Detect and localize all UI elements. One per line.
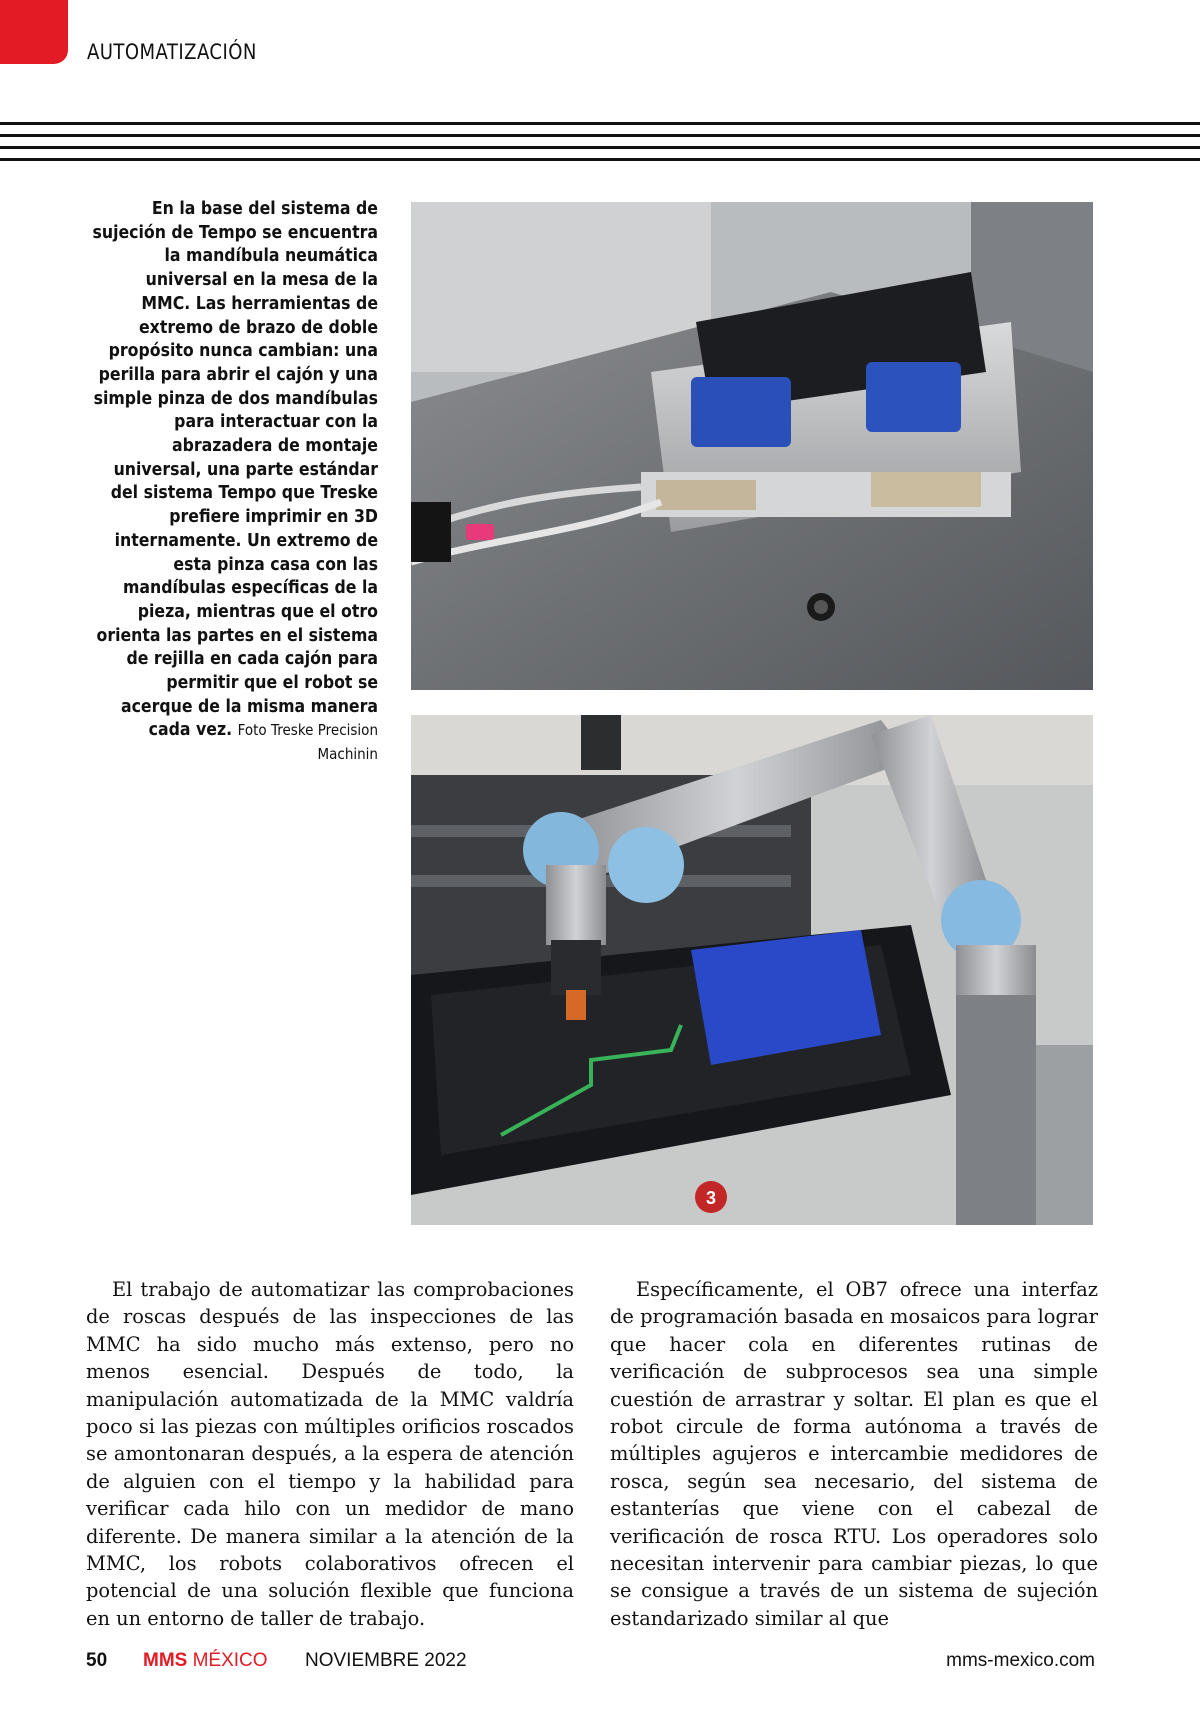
body-column-left — [86, 1276, 574, 1632]
brand-light: MÉXICO — [192, 1650, 268, 1671]
body-paragraph: Específicamente, el OB7 ofrece una interfaz de programación basada en mosaicos para lograr que hacer cola en diferentes rutinas de verificación de subprocesos sea una simple cuestión de arrastrar y soltar. El plan es que el robot circule de forma autónoma a través de múltiples agujeros e intercambie medidores de rosca, según sea necesario, del sistema de estanterías que viene con el cabezal de verificación de rosca RTU. Los operadores solo necesitan intervenir para cambiar piezas, lo que se consigue a través de un sistema de sujeción estandarizado similar al que — [610, 1278, 1098, 1630]
photo-credit: Foto Treske Precision Machinin — [237, 721, 378, 764]
caption-text: En la base del sistema de sujeción de Tempo se encuentra la mandíbula neumática universal en la mesa de la MMC. Las herramientas de extremo de brazo de doble propósito nunca cambian: una perilla para abrir el cajón y una simple pinza de dos mandíbulas para interactuar con la abrazadera de montaje universal, una parte estándar del sistema Tempo que Treske prefiere imprimir en 3D internamente. Un extremo de esta pinza casa con las mandíbulas específicas de la pieza, mientras que el otro orienta las partes en el sistema de rejilla en cada cajón para permitir que el robot se acerque de la misma manera cada vez. — [92, 199, 379, 741]
website-url: mms-mexico.com — [946, 1650, 1095, 1671]
body-column-right — [610, 1276, 1098, 1632]
body-paragraph: El trabajo de automatizar las comprobaciones de roscas después de las inspecciones de las MMC ha sido mucho más extenso, pero no menos esencial. Después de todo, la manipulación automatizada de la MMC valdría poco si las piezas con múltiples orificios roscados se amontonaran después, a la espera de atención de alguien con el tiempo y la habilidad para verificar cada hilo con un medidor de mano diferente. De manera similar a la atención de la MMC, los robots colaborativos ofrecen el potencial de una solución flexible que funciona en un entorno de taller de trabajo. — [86, 1278, 574, 1630]
photo-pneumatic-vise — [411, 202, 1093, 690]
photo-robot-arm-drawer — [411, 715, 1093, 1225]
page-footer — [0, 1650, 1200, 1680]
section-color-tab — [0, 0, 68, 64]
brand-bold: MMS — [143, 1650, 188, 1671]
issue-date: NOVIEMBRE 2022 — [305, 1650, 467, 1671]
header-rules — [0, 122, 1200, 170]
photo-caption — [92, 198, 378, 767]
drawer-number: 3 — [705, 1188, 717, 1208]
page-number: 50 — [86, 1650, 108, 1671]
magazine-brand — [143, 1650, 268, 1672]
section-label: AUTOMATIZACIÓN — [87, 40, 257, 64]
